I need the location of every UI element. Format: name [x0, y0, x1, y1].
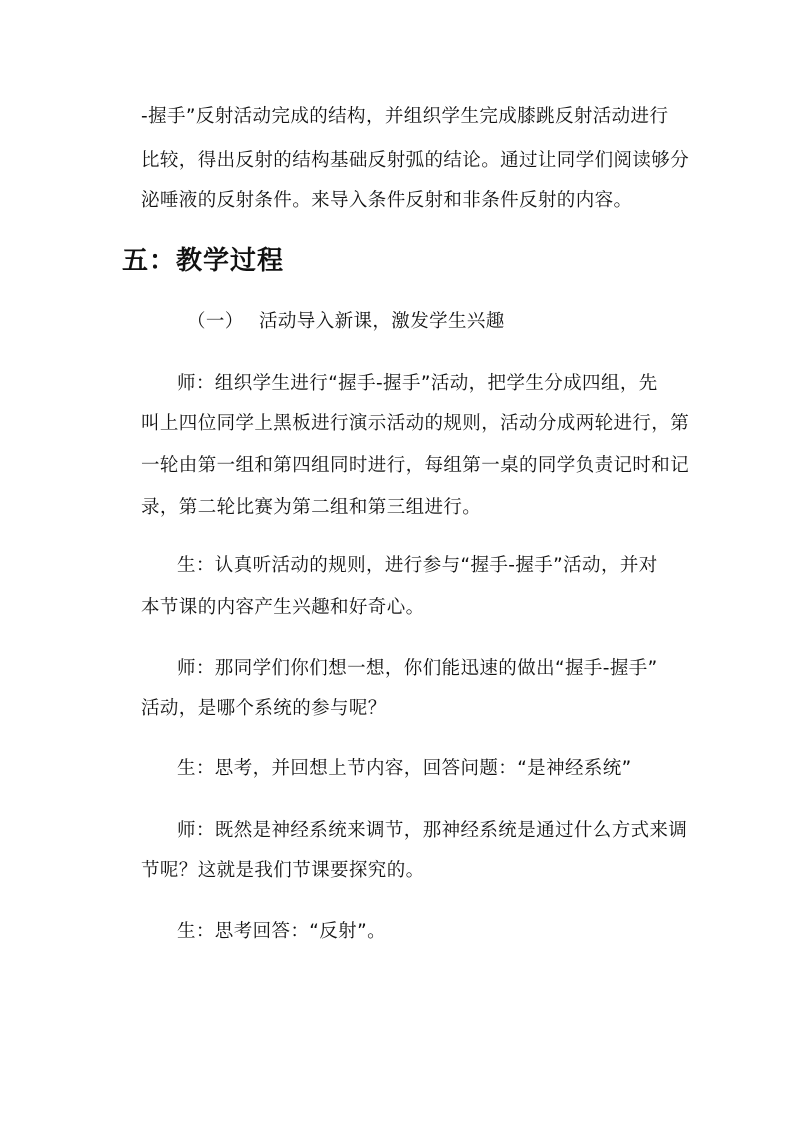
paragraph-1-line-3: 一轮由第一组和第四组同时进行，每组第一桌的同学负责记时和记 [141, 455, 690, 476]
paragraph-1-line-4: 录，第二轮比赛为第二组和第三组进行。 [141, 497, 482, 518]
paragraph-6-line-1: 生：思考回答：“反射”。 [177, 921, 386, 942]
paragraph-2-line-2: 本节课的内容产生兴趣和好奇心。 [141, 597, 425, 618]
paragraph-5-line-1: 师：既然是神经系统来调节，那神经系统是通过什么方式来调 [177, 820, 688, 841]
paragraph-2-line-1: 生：认真听活动的规则，进行参与“握手-握手”活动，并对 [177, 555, 658, 576]
intro-line-1: -握手”反射活动完成的结构，并组织学生完成膝跳反射活动进行 [141, 106, 669, 127]
paragraph-4-line-1: 生：思考，并回想上节内容，回答问题：“是神经系统” [177, 758, 632, 779]
subsection-number: （一） [187, 311, 244, 332]
section-heading: 五：教学过程 [122, 246, 285, 276]
paragraph-3-line-2: 活动，是哪个系统的参与呢？ [141, 698, 387, 719]
intro-line-2: 比较，得出反射的结构基础反射弧的结论。通过让同学们阅读够分 [141, 150, 690, 171]
paragraph-5-line-2: 节呢？这就是我们节课要探究的。 [141, 860, 425, 881]
subsection-title: 活动导入新课，激发学生兴趣 [259, 311, 505, 332]
paragraph-1-line-2: 叫上四位同学上黑板进行演示活动的规则，活动分成两轮进行，第 [141, 413, 690, 434]
paragraph-3-line-1: 师：那同学们你们想一想，你们能迅速的做出“握手-握手” [177, 658, 658, 679]
paragraph-1-line-1: 师：组织学生进行“握手-握手”活动，把学生分成四组，先 [177, 373, 658, 394]
intro-line-3: 泌唾液的反射条件。来导入条件反射和非条件反射的内容。 [141, 190, 633, 211]
